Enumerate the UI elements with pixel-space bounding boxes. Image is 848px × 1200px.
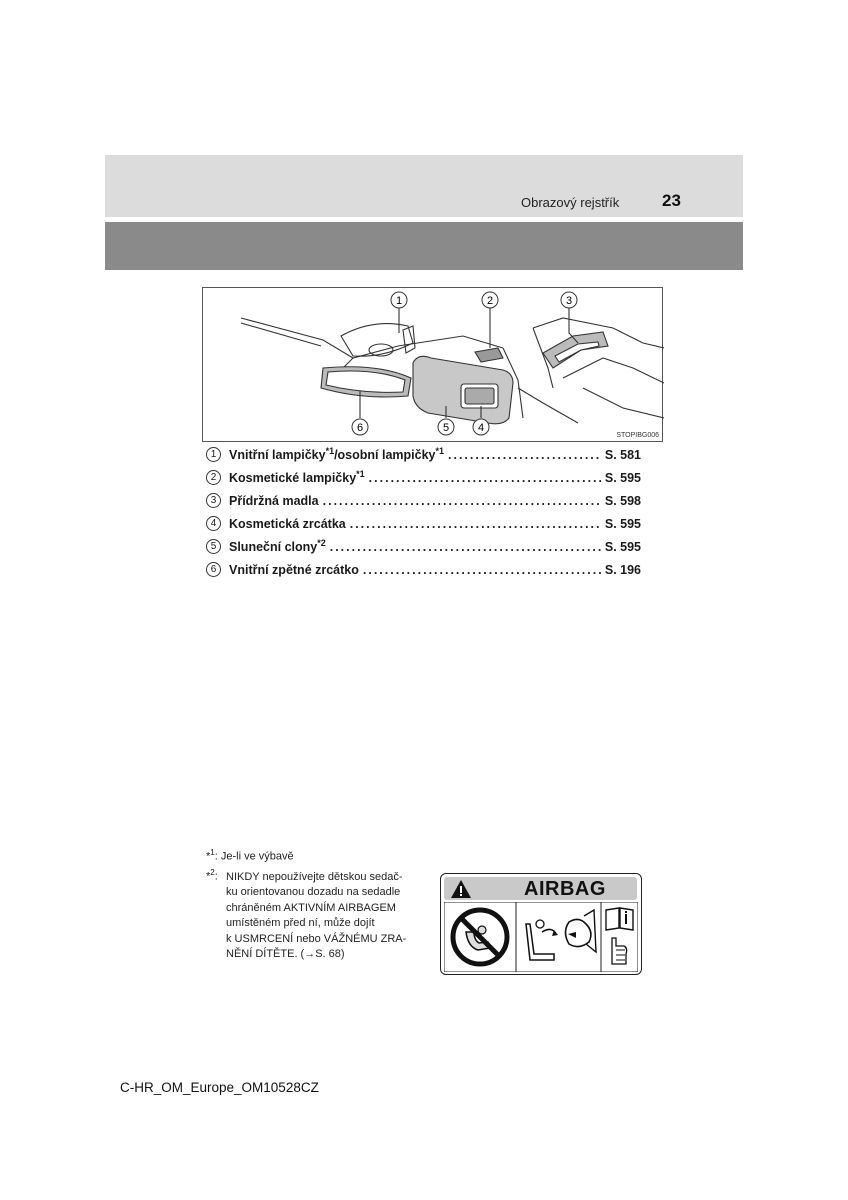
leader-dots: [369, 471, 601, 485]
leader-dots: [448, 448, 601, 462]
interior-ceiling-illustration: [202, 287, 663, 442]
warning-triangle-icon: [450, 879, 472, 899]
leader-dots: [330, 540, 601, 554]
svg-text:2: 2: [486, 295, 494, 307]
svg-text:3: 3: [565, 295, 573, 307]
footnote-2-mark: *$^2$:: [206, 868, 218, 883]
airbag-warning-label: [440, 873, 642, 975]
callout-4: [473, 419, 489, 435]
svg-text:1: 1: [395, 295, 403, 307]
airbag-word: AIRBAG: [524, 878, 606, 900]
legend-item: [206, 535, 641, 558]
callout-3: [561, 292, 577, 308]
callout-2: [482, 292, 498, 308]
legend-item: [206, 489, 641, 512]
legend-number: 1: [206, 447, 221, 462]
legend-page-ref: S. 598: [604, 493, 641, 508]
ceiling-drawing: [203, 288, 664, 443]
legend-number: 5: [206, 539, 221, 554]
footnote-1: *$^1$: Je-li ve výbavě: [206, 848, 294, 863]
legend-page-ref: S. 595: [604, 516, 641, 531]
legend-number: 2: [206, 470, 221, 485]
leader-dots: [323, 494, 601, 508]
callout-6: [352, 419, 368, 435]
header-band: [105, 155, 743, 217]
legend-label: Přídržná madla: [229, 493, 319, 508]
svg-text:6: 6: [356, 422, 364, 434]
legend-label: Vnitřní lampičky$^{*1}$/osobní lampičky$^{*1}$: [229, 446, 445, 463]
leader-dots: [350, 517, 601, 531]
callout-5: [438, 419, 454, 435]
legend-item: [206, 466, 641, 489]
legend-number: 6: [206, 562, 221, 577]
legend-label: Sluneční clony$^{*2}$: [229, 538, 326, 555]
legend-page-ref: S. 595: [604, 539, 641, 554]
legend-number: 3: [206, 493, 221, 508]
leader-dots: [363, 563, 601, 577]
document-code: C-HR_OM_Europe_OM10528CZ: [120, 1080, 319, 1095]
legend-page-ref: S. 196: [604, 562, 641, 577]
legend-item: [206, 512, 641, 535]
legend-number: 4: [206, 516, 221, 531]
manual-info-icon: [601, 902, 638, 972]
airbag-label-header: [444, 877, 637, 900]
no-rear-facing-seat-icon: [444, 902, 516, 972]
legend-page-ref: S. 581: [604, 447, 641, 462]
page-number: 23: [662, 191, 681, 210]
legend-label: Kosmetické lampičky$^{*1}$: [229, 469, 365, 486]
footnote-2-text: NIKDY nepoužívejte dětskou sedač- ku orientovanou dozadu na sedadle chráněném AKTIVNÍM AIRBAGEM umístěném před ní, může dojít k USMRCENÍ nebo VÁŽNÉMU ZRA- NĚNÍ DÍTĚTE. (→S. 68): [226, 871, 407, 961]
callout-1: [391, 292, 407, 308]
legend-label: Kosmetická zrcátka: [229, 516, 346, 531]
svg-text:5: 5: [442, 422, 450, 434]
legend-list: [206, 443, 641, 581]
airbag-deploy-icon: [516, 902, 601, 972]
figure-code: STOPIBG006: [616, 432, 659, 439]
legend-item: [206, 558, 641, 581]
section-band: [105, 222, 743, 270]
legend-item: [206, 443, 641, 466]
svg-text:4: 4: [477, 422, 485, 434]
airbag-pictograms: [444, 902, 638, 972]
legend-label: Vnitřní zpětné zrcátko: [229, 562, 359, 577]
legend-page-ref: S. 595: [604, 470, 641, 485]
section-title: Obrazový rejstřík: [521, 195, 620, 210]
